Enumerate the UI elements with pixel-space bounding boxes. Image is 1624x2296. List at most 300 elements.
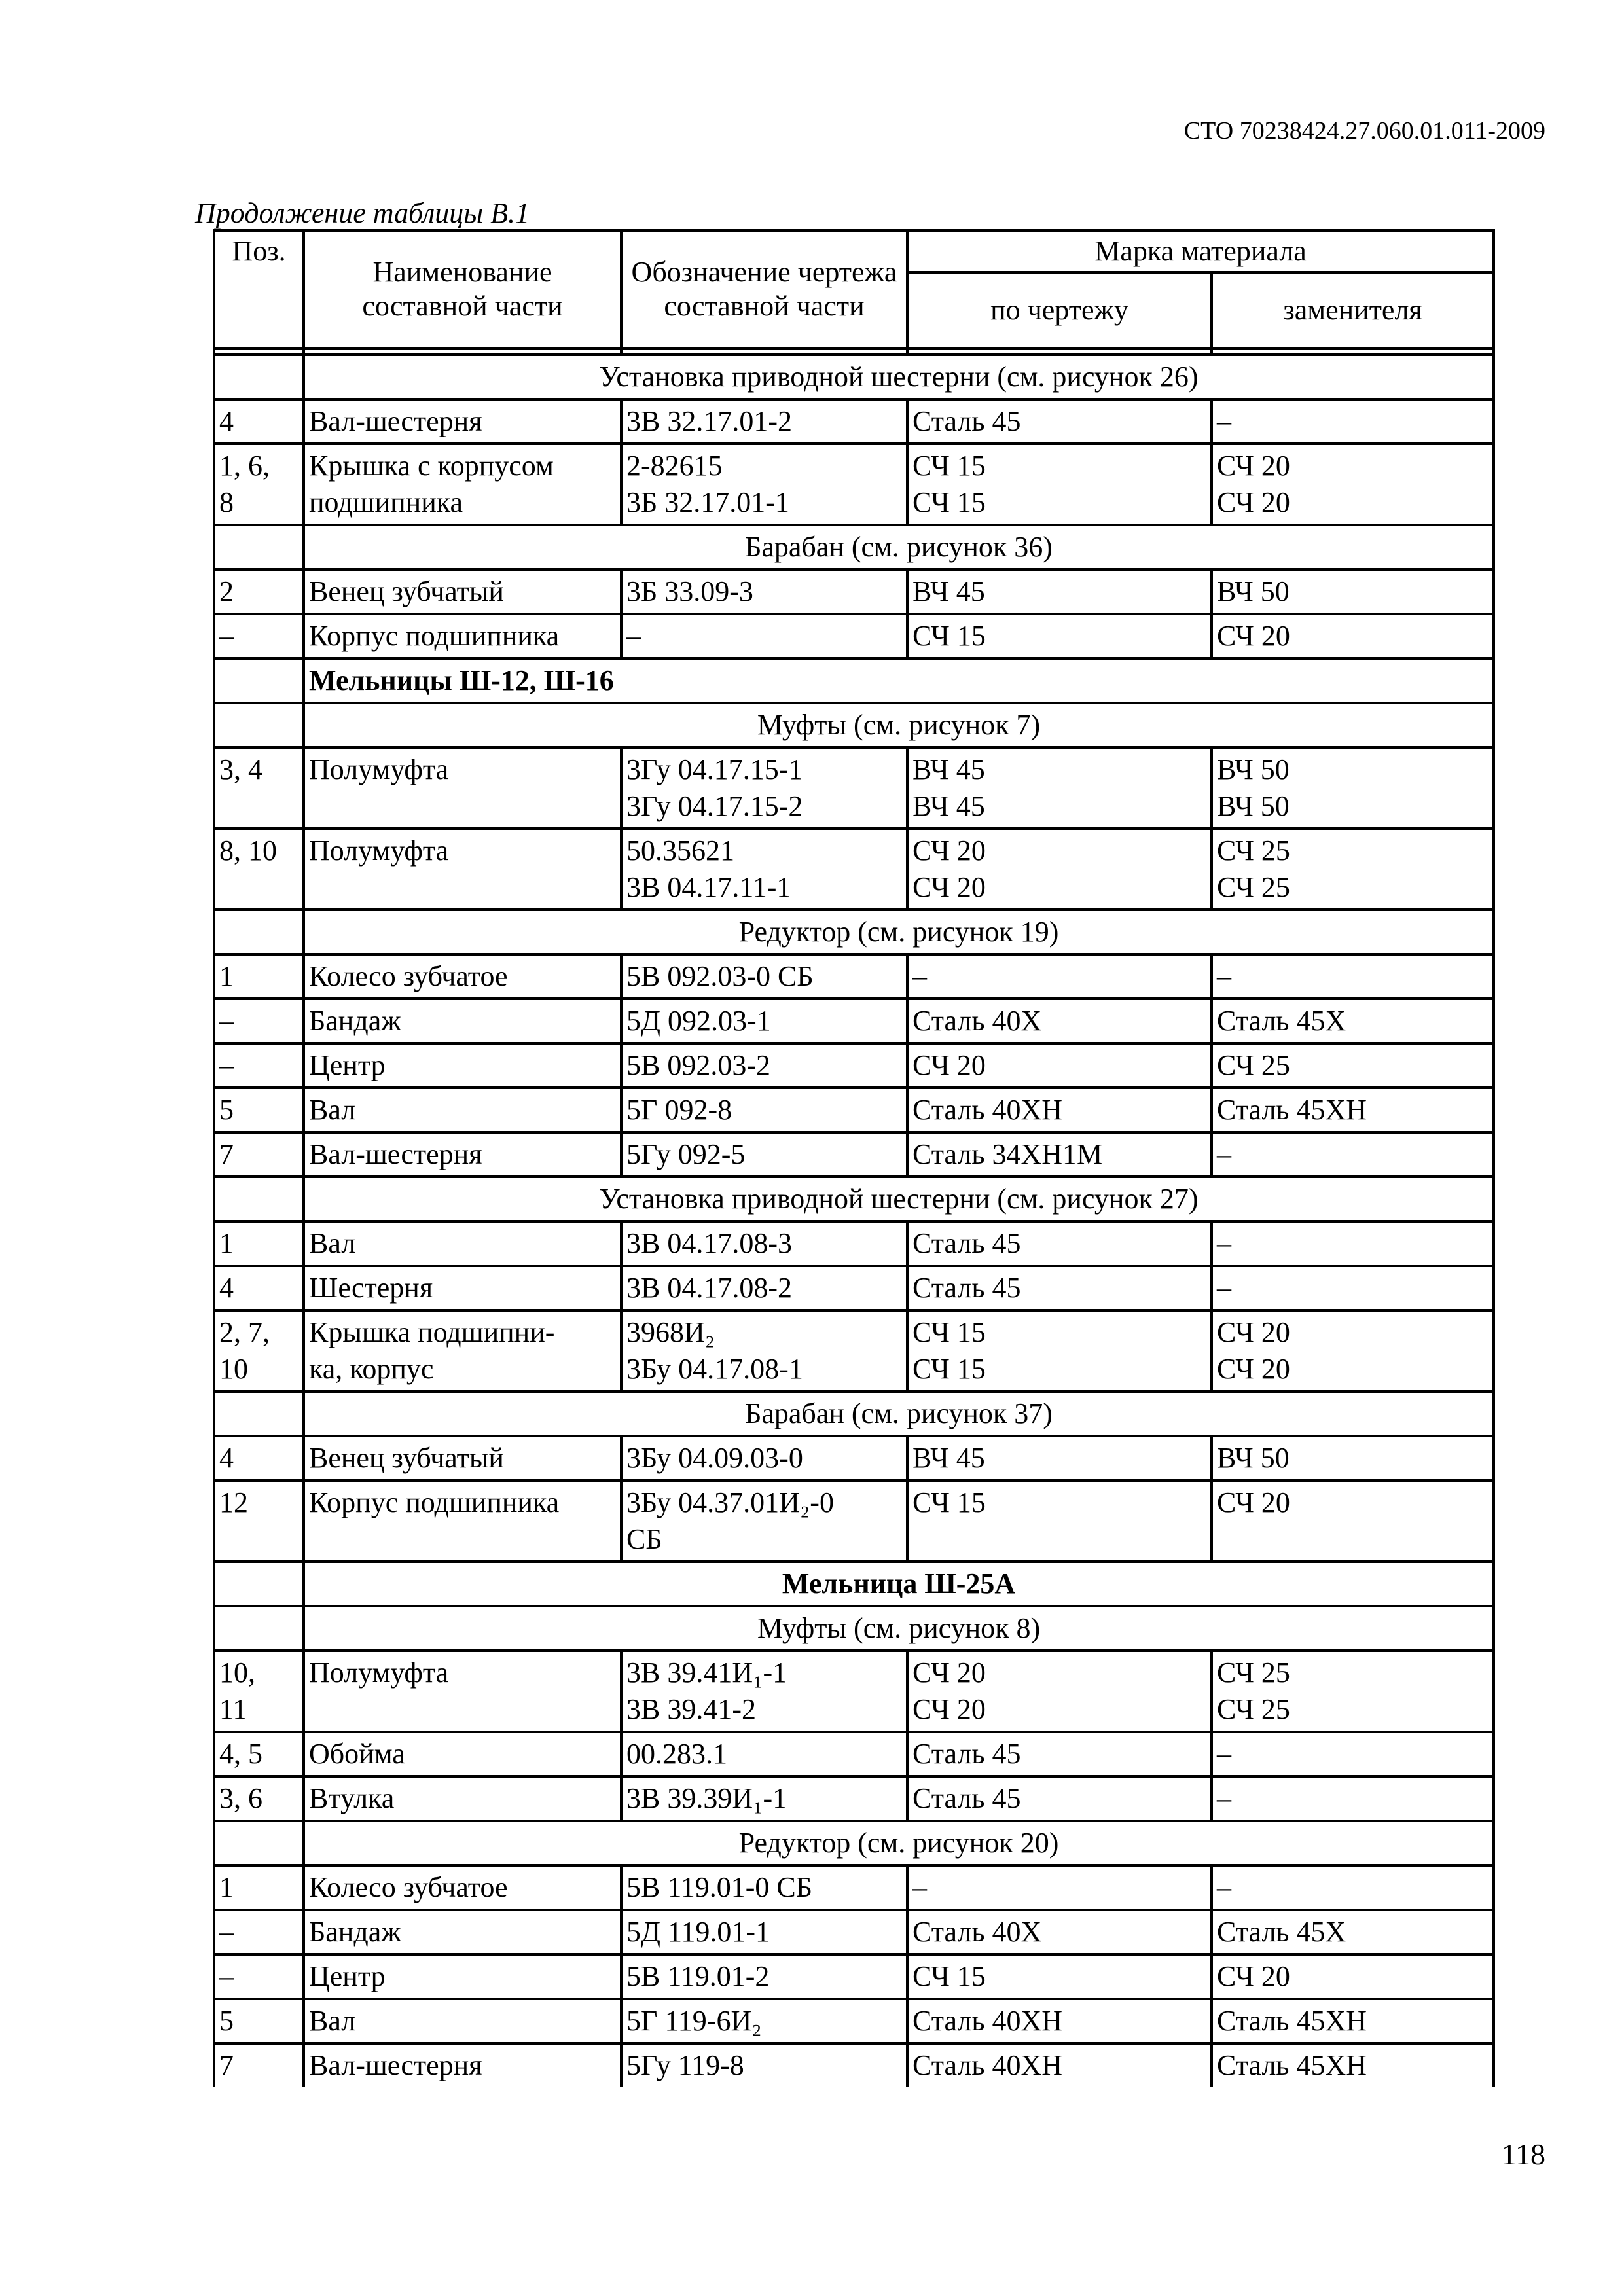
substitute-cell (1212, 444, 1494, 525)
cell-line: 10, (219, 1657, 255, 1689)
cell-line: – (1217, 960, 1231, 992)
cell-line: 50.35621 (626, 834, 734, 867)
material-cell (907, 1221, 1212, 1266)
cell-line: СЧ 15 (912, 1486, 986, 1518)
material-cell (907, 614, 1212, 658)
material-cell (907, 569, 1212, 614)
position-cell (214, 1910, 304, 1954)
cell-line: ВЧ 45 (912, 790, 985, 822)
cell-line: 3В 04.17.08-2 (626, 1272, 792, 1304)
position-cell (214, 1954, 304, 1999)
cell-line: Вал-шестерня (309, 405, 482, 437)
section-row (214, 1821, 1494, 1865)
header-part-name: Наименование составной части (304, 230, 621, 348)
cell-line: Сталь 40ХН (912, 2049, 1063, 2081)
cell-line: ВЧ 50 (1217, 1442, 1290, 1474)
cell-line: Сталь 45ХН (1217, 2049, 1367, 2081)
material-cell (907, 1776, 1212, 1821)
material-cell (907, 1310, 1212, 1391)
drawing-code-cell (621, 1310, 907, 1391)
cell-line: 3968И₂ (626, 1316, 715, 1348)
cell-line: 11 (219, 1693, 247, 1725)
part-name-cell (304, 1266, 621, 1310)
drawing-code-cell (621, 1732, 907, 1776)
cell-line: 4 (219, 405, 234, 437)
substitute-cell (1212, 747, 1494, 829)
table-row (214, 399, 1494, 444)
section-title: Редуктор (см. рисунок 20) (304, 1821, 1494, 1865)
position-cell (214, 703, 304, 747)
material-cell (907, 1266, 1212, 1310)
table-row (214, 747, 1494, 829)
cell-line: Сталь 45Х (1217, 1916, 1346, 1948)
cell-line: Центр (309, 1960, 386, 1992)
position-cell (214, 614, 304, 658)
substitute-cell (1212, 954, 1494, 999)
group-title: Мельница Ш-25А (304, 1562, 1494, 1606)
cell-line: 1 (219, 1871, 234, 1903)
cell-line: СЧ 15 (912, 1353, 986, 1385)
cell-line: Сталь 40ХН (912, 1094, 1063, 1126)
table-row (214, 1310, 1494, 1391)
cell-line: – (1217, 1138, 1231, 1170)
material-cell (907, 954, 1212, 999)
table-row (214, 1651, 1494, 1732)
cell-line: – (219, 1005, 234, 1037)
material-cell (907, 1910, 1212, 1954)
position-cell (214, 1865, 304, 1910)
part-name-cell (304, 1954, 621, 1999)
cell-line: Сталь 45Х (1217, 1005, 1346, 1037)
table-row (214, 1043, 1494, 1088)
cell-line: 5В 119.01-0 СБ (626, 1871, 812, 1903)
cell-line: 3В 39.41И₁-1 (626, 1657, 787, 1689)
position-cell (214, 2043, 304, 2087)
substitute-cell (1212, 1651, 1494, 1732)
material-cell (907, 1865, 1212, 1910)
cell-line: – (912, 1871, 927, 1903)
drawing-code-cell (621, 1221, 907, 1266)
part-name-cell (304, 1221, 621, 1266)
table-row (214, 1910, 1494, 1954)
cell-line: 3В 04.17.11-1 (626, 871, 791, 903)
cell-line: Сталь 45 (912, 405, 1021, 437)
position-cell (214, 829, 304, 910)
position-cell (214, 1821, 304, 1865)
drawing-code-cell (621, 2043, 907, 2087)
cell-line: – (1217, 1272, 1231, 1304)
cell-line: 00.283.1 (626, 1738, 727, 1770)
section-row (214, 525, 1494, 569)
position-cell (214, 658, 304, 703)
cell-line: ка, корпус (309, 1353, 434, 1385)
cell-line: ВЧ 50 (1217, 790, 1290, 822)
substitute-cell (1212, 1776, 1494, 1821)
material-cell (907, 1732, 1212, 1776)
table-row (214, 2043, 1494, 2087)
position-cell (214, 1177, 304, 1221)
cell-line: 7 (219, 1138, 234, 1170)
cell-line: СЧ 15 (912, 1960, 986, 1992)
part-name-cell (304, 569, 621, 614)
cell-line: Сталь 45ХН (1217, 2005, 1367, 2037)
drawing-code-cell (621, 1651, 907, 1732)
cell-line: 5В 092.03-2 (626, 1049, 770, 1081)
cell-line: 10 (219, 1353, 248, 1385)
cell-line: СЧ 25 (1217, 1657, 1290, 1689)
cell-line: Корпус подшипника (309, 620, 560, 652)
part-name-cell (304, 2043, 621, 2087)
group-title: Мельницы Ш-12, Ш-16 (304, 658, 1494, 703)
position-cell (214, 1651, 304, 1732)
material-cell (907, 399, 1212, 444)
position-cell (214, 1999, 304, 2043)
part-name-cell (304, 444, 621, 525)
substitute-cell (1212, 999, 1494, 1043)
cell-line: 1, 6, (219, 450, 270, 482)
cell-line: Полумуфта (309, 753, 449, 785)
cell-line: Корпус подшипника (309, 1486, 560, 1518)
substitute-cell (1212, 1999, 1494, 2043)
position-cell (214, 1391, 304, 1436)
table-row (214, 999, 1494, 1043)
cell-line: Колесо зубчатое (309, 1871, 508, 1903)
part-name-cell (304, 614, 621, 658)
position-cell (214, 999, 304, 1043)
substitute-cell (1212, 1132, 1494, 1177)
drawing-code-cell (621, 1480, 907, 1562)
material-cell (907, 1651, 1212, 1732)
cell-line: 4 (219, 1272, 234, 1304)
table-body (214, 355, 1494, 2087)
position-cell (214, 1436, 304, 1480)
cell-line: – (219, 1916, 234, 1948)
cell-line: Сталь 45 (912, 1738, 1021, 1770)
cell-line: СЧ 20 (912, 871, 986, 903)
drawing-code-cell (621, 747, 907, 829)
cell-line: 5Д 092.03-1 (626, 1005, 771, 1037)
drawing-code-cell (621, 399, 907, 444)
cell-line: СЧ 25 (1217, 1693, 1290, 1725)
substitute-cell (1212, 1043, 1494, 1088)
drawing-code-cell (621, 954, 907, 999)
substitute-cell (1212, 569, 1494, 614)
substitute-cell (1212, 1088, 1494, 1132)
cell-line: Обойма (309, 1738, 405, 1770)
cell-line: СЧ 20 (912, 1693, 986, 1725)
cell-line: Венец зубчатый (309, 575, 504, 607)
cell-line: 5 (219, 2005, 234, 2037)
cell-line: – (626, 620, 641, 652)
cell-line: Сталь 45 (912, 1227, 1021, 1259)
cell-line: – (1217, 1782, 1231, 1814)
position-cell (214, 1043, 304, 1088)
cell-line: Полумуфта (309, 834, 449, 867)
cell-line: 3Гу 04.17.15-2 (626, 790, 803, 822)
part-name-cell (304, 829, 621, 910)
cell-line: Колесо зубчатое (309, 960, 508, 992)
cell-line: СЧ 20 (1217, 1486, 1290, 1518)
position-cell (214, 954, 304, 999)
cell-line: СЧ 20 (912, 1049, 986, 1081)
section-row (214, 910, 1494, 954)
cell-line: СЧ 15 (912, 450, 986, 482)
cell-line: 12 (219, 1486, 248, 1518)
drawing-code-cell (621, 1954, 907, 1999)
cell-line: 4 (219, 1442, 234, 1474)
position-cell (214, 355, 304, 399)
position-cell (214, 1606, 304, 1651)
section-title: Муфты (см. рисунок 8) (304, 1606, 1494, 1651)
section-row (214, 703, 1494, 747)
cell-line: Крышка с корпусом (309, 450, 554, 482)
cell-line: – (1217, 1227, 1231, 1259)
substitute-cell (1212, 829, 1494, 910)
part-name-cell (304, 1865, 621, 1910)
cell-line: Сталь 45 (912, 1272, 1021, 1304)
part-name-cell (304, 999, 621, 1043)
substitute-cell (1212, 1910, 1494, 1954)
position-cell (214, 1221, 304, 1266)
cell-line: СЧ 15 (912, 486, 986, 518)
substitute-cell (1212, 1865, 1494, 1910)
table-row (214, 1954, 1494, 1999)
cell-line: Венец зубчатый (309, 1442, 504, 1474)
section-title: Установка приводной шестерни (см. рисунок 27) (304, 1177, 1494, 1221)
materials-table (213, 229, 1495, 2087)
cell-line: Сталь 40Х (912, 1916, 1042, 1948)
drawing-code-cell (621, 1999, 907, 2043)
cell-line: Вал (309, 1094, 356, 1126)
page-number: 118 (1501, 2138, 1545, 2171)
cell-line: – (1217, 1738, 1231, 1770)
drawing-code-cell (621, 1088, 907, 1132)
document-code: СТО 70238424.27.060.01.011-2009 (1183, 117, 1545, 145)
cell-line: 8, 10 (219, 834, 277, 867)
table-row (214, 1865, 1494, 1910)
cell-line: 7 (219, 2049, 234, 2081)
cell-line: 5Гу 119-8 (626, 2049, 744, 2081)
cell-line: Сталь 45 (912, 1782, 1021, 1814)
drawing-code-cell (621, 444, 907, 525)
cell-line: – (1217, 1871, 1231, 1903)
cell-line: СЧ 20 (1217, 1316, 1290, 1348)
position-cell (214, 747, 304, 829)
drawing-code-cell (621, 569, 907, 614)
drawing-code-cell (621, 1865, 907, 1910)
part-name-cell (304, 954, 621, 999)
part-name-cell (304, 1088, 621, 1132)
cell-line: СЧ 15 (912, 620, 986, 652)
cell-line: 2, 7, (219, 1316, 270, 1348)
section-title: Муфты (см. рисунок 7) (304, 703, 1494, 747)
part-name-cell (304, 1776, 621, 1821)
cell-line: Втулка (309, 1782, 395, 1814)
group-row (214, 658, 1494, 703)
substitute-cell (1212, 1221, 1494, 1266)
position-cell (214, 525, 304, 569)
header-material: Марка материала (907, 230, 1494, 272)
cell-line: СЧ 20 (1217, 450, 1290, 482)
cell-line: – (219, 620, 234, 652)
cell-line: подшипника (309, 486, 463, 518)
cell-line: 5Гу 092-5 (626, 1138, 746, 1170)
cell-line: Сталь 40Х (912, 1005, 1042, 1037)
substitute-cell (1212, 1732, 1494, 1776)
cell-line: – (912, 960, 927, 992)
part-name-cell (304, 1436, 621, 1480)
cell-line: ВЧ 45 (912, 1442, 985, 1474)
part-name-cell (304, 1310, 621, 1391)
table-row (214, 614, 1494, 658)
drawing-code-cell (621, 829, 907, 910)
table-row (214, 1480, 1494, 1562)
section-row (214, 355, 1494, 399)
cell-line: 2 (219, 575, 234, 607)
cell-line: СЧ 20 (912, 1657, 986, 1689)
part-name-cell (304, 1043, 621, 1088)
cell-line: СЧ 25 (1217, 834, 1290, 867)
cell-line: 1 (219, 1227, 234, 1259)
material-cell (907, 1088, 1212, 1132)
material-cell (907, 2043, 1212, 2087)
position-cell (214, 1562, 304, 1606)
part-name-cell (304, 1732, 621, 1776)
header-position: Поз. (214, 230, 304, 348)
cell-line: СЧ 20 (1217, 1353, 1290, 1385)
material-cell (907, 999, 1212, 1043)
table-row (214, 1088, 1494, 1132)
drawing-code-cell (621, 1266, 907, 1310)
cell-line: 3, 4 (219, 753, 262, 785)
section-title: Установка приводной шестерни (см. рисунок 26) (304, 355, 1494, 399)
cell-line: 4, 5 (219, 1738, 262, 1770)
drawing-code-cell (621, 1436, 907, 1480)
table-row (214, 1266, 1494, 1310)
substitute-cell (1212, 1266, 1494, 1310)
table-row (214, 954, 1494, 999)
substitute-cell (1212, 1310, 1494, 1391)
cell-line: 3В 04.17.08-3 (626, 1227, 792, 1259)
table-row (214, 1132, 1494, 1177)
substitute-cell (1212, 399, 1494, 444)
table-row (214, 829, 1494, 910)
cell-line: 5В 119.01-2 (626, 1960, 770, 1992)
cell-line: 3Бу 04.37.01И₂-0 (626, 1486, 834, 1518)
cell-line: 3Б 33.09-3 (626, 575, 753, 607)
part-name-cell (304, 1910, 621, 1954)
cell-line: 2-82615 (626, 450, 723, 482)
position-cell (214, 1310, 304, 1391)
position-cell (214, 1732, 304, 1776)
material-cell (907, 829, 1212, 910)
header-separator (214, 348, 1494, 355)
position-cell (214, 910, 304, 954)
group-row (214, 1562, 1494, 1606)
material-cell (907, 1954, 1212, 1999)
material-cell (907, 1132, 1212, 1177)
part-name-cell (304, 1999, 621, 2043)
substitute-cell (1212, 2043, 1494, 2087)
cell-line: 5Г 092-8 (626, 1094, 732, 1126)
table-header (214, 230, 1494, 355)
drawing-code-cell (621, 1043, 907, 1088)
cell-line: ВЧ 45 (912, 753, 985, 785)
material-cell (907, 1043, 1212, 1088)
cell-line: ВЧ 45 (912, 575, 985, 607)
cell-line: Сталь 40ХН (912, 2005, 1063, 2037)
cell-line: 8 (219, 486, 234, 518)
drawing-code-cell (621, 1910, 907, 1954)
header-drawing-code: Обозначение чертежа составной части (621, 230, 907, 348)
table-row (214, 1776, 1494, 1821)
position-cell (214, 1776, 304, 1821)
cell-line: ВЧ 50 (1217, 753, 1290, 785)
material-cell (907, 1480, 1212, 1562)
cell-line: 3Гу 04.17.15-1 (626, 753, 803, 785)
table-row (214, 1732, 1494, 1776)
cell-line: Вал-шестерня (309, 1138, 482, 1170)
cell-line: Вал (309, 2005, 356, 2037)
substitute-cell (1212, 1480, 1494, 1562)
cell-line: СЧ 25 (1217, 871, 1290, 903)
cell-line: Крышка подшипни- (309, 1316, 555, 1348)
table-row (214, 1436, 1494, 1480)
cell-line: Сталь 45ХН (1217, 1094, 1367, 1126)
position-cell (214, 1088, 304, 1132)
cell-line: Полумуфта (309, 1657, 449, 1689)
cell-line: СЧ 20 (1217, 1960, 1290, 1992)
material-cell (907, 1436, 1212, 1480)
cell-line: СЧ 15 (912, 1316, 986, 1348)
position-cell (214, 569, 304, 614)
position-cell (214, 1480, 304, 1562)
section-row (214, 1391, 1494, 1436)
cell-line: СЧ 25 (1217, 1049, 1290, 1081)
header-substitute: заменителя (1212, 272, 1494, 348)
cell-line: 1 (219, 960, 234, 992)
position-cell (214, 1132, 304, 1177)
cell-line: – (219, 1960, 234, 1992)
header-by-drawing: по чертежу (907, 272, 1212, 348)
cell-line: СЧ 20 (912, 834, 986, 867)
cell-line: 5 (219, 1094, 234, 1126)
cell-line: 3В 39.41-2 (626, 1693, 756, 1725)
position-cell (214, 399, 304, 444)
part-name-cell (304, 399, 621, 444)
cell-line: СЧ 20 (1217, 620, 1290, 652)
cell-line: Вал (309, 1227, 356, 1259)
drawing-code-cell (621, 614, 907, 658)
cell-line: Центр (309, 1049, 386, 1081)
drawing-code-cell (621, 1776, 907, 1821)
cell-line: 5Г 119-6И₂ (626, 2005, 762, 2037)
table-row (214, 444, 1494, 525)
cell-line: 3Б 32.17.01-1 (626, 486, 789, 518)
cell-line: 3В 39.39И₁-1 (626, 1782, 787, 1814)
table-caption: Продолжение таблицы В.1 (195, 197, 530, 229)
section-row (214, 1606, 1494, 1651)
table-row (214, 1221, 1494, 1266)
cell-line: Бандаж (309, 1005, 401, 1037)
section-row (214, 1177, 1494, 1221)
substitute-cell (1212, 1954, 1494, 1999)
substitute-cell (1212, 1436, 1494, 1480)
cell-line: 3В 32.17.01-2 (626, 405, 792, 437)
cell-line: 3, 6 (219, 1782, 262, 1814)
cell-line: 3Бу 04.09.03-0 (626, 1442, 803, 1474)
section-title: Барабан (см. рисунок 37) (304, 1391, 1494, 1436)
